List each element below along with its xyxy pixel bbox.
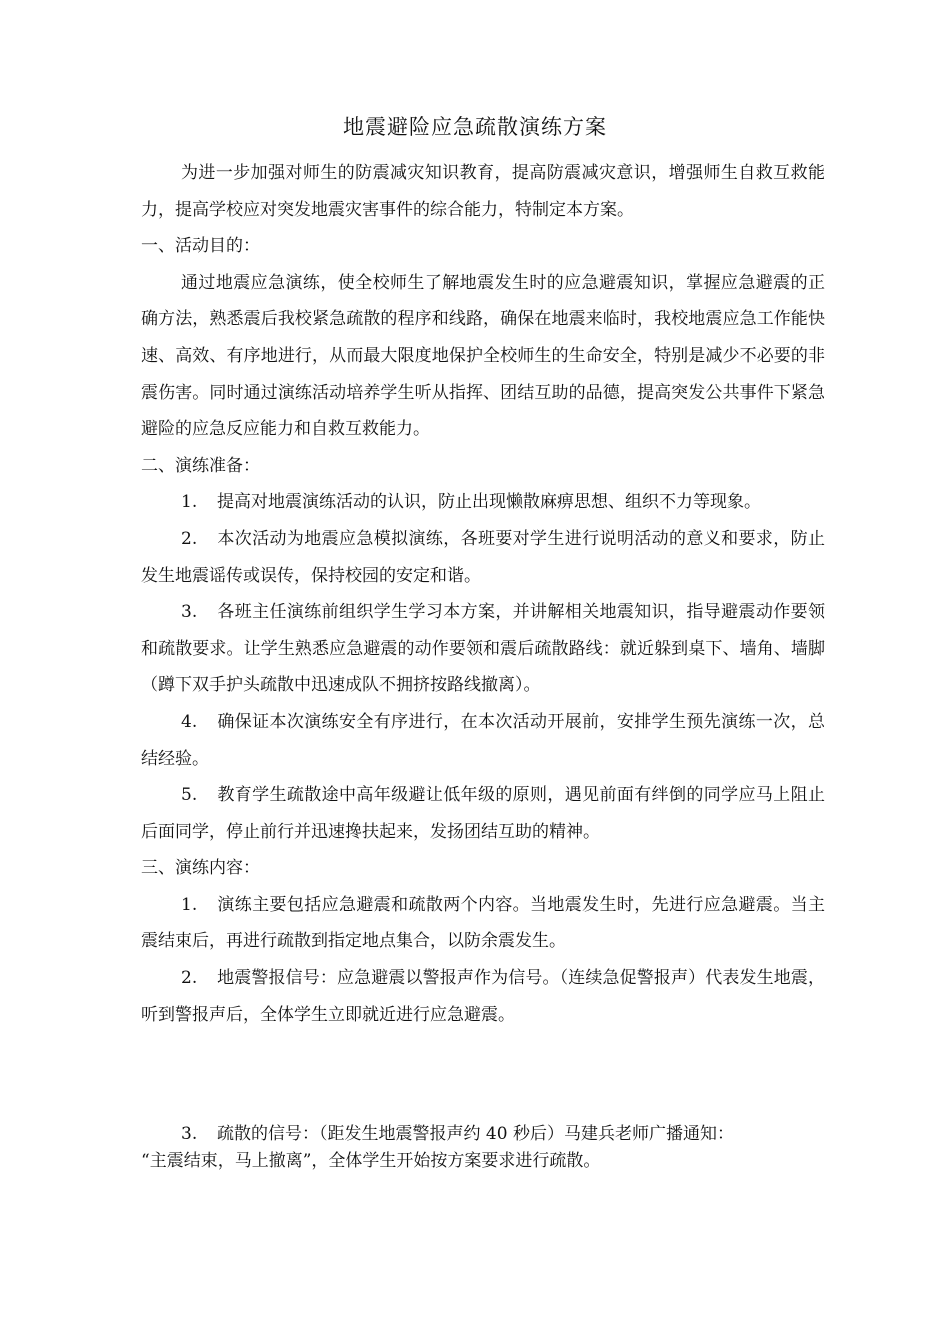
- item-text: 提高对地震演练活动的认识，防止出现懒散麻痹思想、组织不力等现象。: [217, 492, 761, 513]
- section-heading-content: 三、演练内容：: [141, 858, 260, 879]
- section-heading-purpose: 一、活动目的：: [141, 236, 260, 257]
- item-number: 1.: [181, 492, 198, 513]
- item-text: 确保证本次演练安全有序进行，在本次活动开展前，安排学生预先演练一次，总结经验。: [141, 711, 825, 769]
- item-number: 4.: [181, 711, 198, 732]
- content-item: [141, 960, 825, 1033]
- document-title: 地震避险应急疏散演练方案: [343, 115, 607, 139]
- preparation-item: [141, 777, 825, 850]
- item-text: 教育学生疏散途中高年级避让低年级的原则，遇见前面有绊倒的同学应马上阻止后面同学，停止前行并迅速搀扶起来，发扬团结互助的精神。: [141, 785, 825, 842]
- preparation-item: [141, 484, 825, 521]
- preparation-item: [141, 594, 825, 704]
- item-text: 本次活动为地震应急模拟演练，各班要对学生进行说明活动的意义和要求，防止发生地震谣传或误传，保持校园的安定和谐。: [141, 528, 825, 586]
- evacuation-signal-block: [141, 1121, 825, 1175]
- item-text: 地震警报信号：应急避震以警报声作为信号。（连续急促警报声）代表发生地震，听到警报声后，全体学生立即就近进行应急避震。: [141, 968, 825, 1025]
- item-text: 各班主任演练前组织学生学习本方案，并讲解相关地震知识，指导避震动作要领和疏散要求。让学生熟悉应急避震的动作要领和震后疏散路线：就近躲到桌下、墙角、墙脚（蹲下双手护头疏散中迅速成队不拥挤按路线撤离）。: [141, 602, 825, 696]
- preparation-item: [141, 704, 825, 777]
- preparation-item: [141, 521, 825, 594]
- document-body: [141, 155, 825, 1033]
- item-number: 5.: [181, 785, 198, 806]
- purpose-paragraph: 通过地震应急演练，使全校师生了解地震发生时的应急避震知识，掌握应急避震的正确方法，熟悉震后我校紧急疏散的程序和线路，确保在地震来临时，我校地震应急工作能快速、高效、有序地进行，从而最大限度地保护全校师生的生命安全，特别是减少不必要的非震伤害。同时通过演练活动培养学生听从指挥、团结互助的品德，提高突发公共事件下紧急避险的应急反应能力和自救互救能力。: [141, 272, 825, 440]
- item-continuation: “主震结束，马上撤离”，全体学生开始按方案要求进行疏散。: [141, 1151, 601, 1171]
- content-item: [141, 887, 825, 960]
- content-item: [141, 1121, 825, 1148]
- intro-paragraph: 为进一步加强对师生的防震减灾知识教育，提高防震减灾意识，增强师生自救互救能力，提高学校应对突发地震灾害事件的综合能力，特制定本方案。: [141, 163, 825, 220]
- item-number: 2.: [181, 968, 198, 989]
- item-number: 1.: [181, 894, 198, 915]
- item-text: 演练主要包括应急避震和疏散两个内容。当地震发生时，先进行应急避震。当主震结束后，再进行疏散到指定地点集合，以防余震发生。: [141, 894, 825, 952]
- section-heading-preparation: 二、演练准备：: [141, 455, 260, 476]
- item-number: 3.: [181, 1124, 198, 1144]
- item-number: 3.: [181, 602, 198, 623]
- item-text: 疏散的信号：（距发生地震警报声约 40 秒后）马建兵老师广播通知：: [217, 1124, 734, 1144]
- item-number: 2.: [181, 528, 198, 549]
